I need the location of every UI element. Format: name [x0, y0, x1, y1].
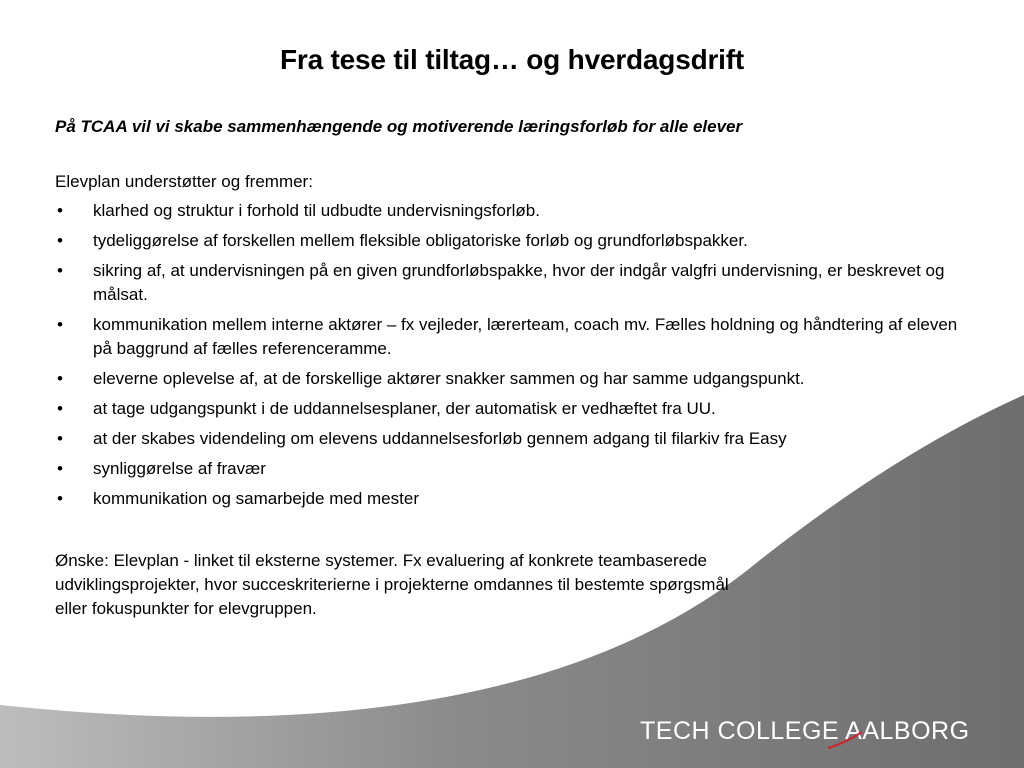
list-item — [55, 259, 975, 307]
bullet-text: at tage udgangspunkt i de uddannelsesplaner, der automatisk er vedhæftet fra UU. — [93, 399, 716, 418]
bullet-text: synliggørelse af fravær — [93, 459, 266, 478]
bullet-text: klarhed og struktur i forhold til udbudte undervisningsforløb. — [93, 201, 540, 220]
bullet-text: tydeliggørelse af forskellen mellem fleksible obligatoriske forløb og grundforløbspakker. — [93, 231, 748, 250]
bullet-text: sikring af, at undervisningen på en given grundforløbspakke, hvor der indgår valgfri undervisning, er beskrevet og målsat. — [93, 261, 945, 304]
bullet-text: at der skabes videndeling om elevens uddannelsesforløb gennem adgang til filarkiv fra Easy — [93, 429, 787, 448]
bullet-list — [55, 199, 975, 517]
logo-text: TECH COLLEGE AALBORG — [640, 717, 970, 745]
bullet-text: eleverne oplevelse af, at de forskellige aktører snakker sammen og har samme udgangspunkt. — [93, 369, 805, 388]
bullet-icon: • — [57, 231, 63, 250]
logo-swoosh-icon — [640, 712, 980, 752]
list-item — [55, 427, 975, 451]
bullet-icon: • — [57, 369, 63, 388]
list-item — [55, 397, 975, 421]
list-item — [55, 457, 975, 481]
bullet-icon: • — [57, 459, 63, 478]
intro-text: Elevplan understøtter og fremmer: — [55, 172, 313, 191]
bullet-text: kommunikation og samarbejde med mester — [93, 489, 419, 508]
bullet-icon: • — [57, 201, 63, 220]
list-item — [55, 313, 975, 361]
slide-title: Fra tese til tiltag… og hverdagsdrift — [279, 44, 744, 75]
bullet-icon: • — [57, 429, 63, 448]
bullet-icon: • — [57, 261, 63, 280]
list-item — [55, 229, 975, 253]
bullet-icon: • — [57, 489, 63, 508]
bullet-icon: • — [57, 315, 63, 334]
bullet-text: kommunikation mellem interne aktører – fx vejleder, lærerteam, coach mv. Fælles holdning og håndtering af eleven på baggrund af fælles referenceramme. — [93, 315, 958, 358]
tech-college-aalborg-logo — [640, 712, 980, 752]
bullet-icon: • — [57, 399, 63, 418]
list-item — [55, 487, 975, 511]
list-item — [55, 367, 975, 391]
wish-paragraph: Ønske: Elevplan - linket til eksterne systemer. Fx evaluering af konkrete teambaserede udviklingsprojekter, hvor succeskriterierne i projekterne omdannes til bestemte spørgsmål eller fokuspunkter for elevgruppen. — [55, 551, 729, 618]
list-item — [55, 199, 975, 223]
slide-subtitle: På TCAA vil vi skabe sammenhængende og motiverende læringsforløb for alle elever — [55, 117, 743, 136]
